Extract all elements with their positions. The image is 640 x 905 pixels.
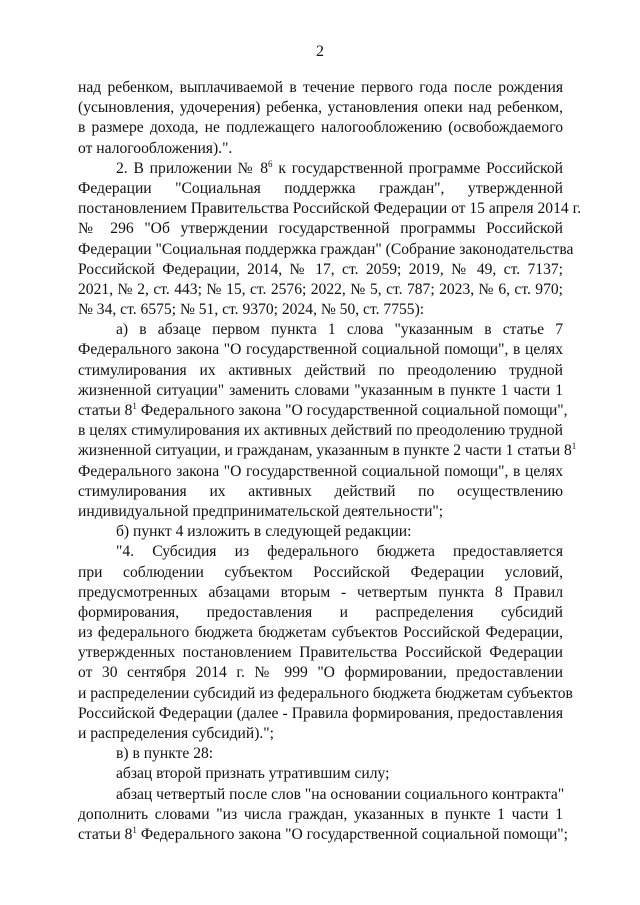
line-text: индивидуальной предпринимательской деятельности"; bbox=[78, 502, 444, 520]
text-line bbox=[78, 744, 563, 764]
text-line bbox=[78, 199, 582, 219]
text-line bbox=[78, 704, 563, 724]
text-line bbox=[78, 260, 563, 280]
line-text: в целях стимулирования их активных действий по преодолению трудной bbox=[78, 422, 563, 440]
line-text-after: к государственной программе Российской bbox=[272, 159, 563, 177]
text-line bbox=[78, 320, 563, 340]
text-line bbox=[78, 542, 563, 562]
text-line bbox=[78, 583, 563, 603]
text-line bbox=[78, 139, 563, 159]
text-line bbox=[78, 522, 563, 542]
text-line bbox=[78, 502, 563, 522]
superscript: 6 bbox=[268, 158, 273, 169]
line-text: а) в абзаце первом пункта 1 слова "указанным в статье 7 bbox=[116, 321, 563, 339]
line-text: 2. В приложении № 8 bbox=[116, 159, 269, 177]
text-line bbox=[78, 421, 563, 441]
line-text: предусмотренных абзацами вторым - четвертым пункта 8 Правил bbox=[78, 583, 563, 601]
line-text: статьи 8 bbox=[78, 825, 133, 843]
text-line bbox=[78, 401, 568, 421]
line-text: от налогообложения).". bbox=[78, 139, 233, 157]
superscript: 1 bbox=[132, 824, 137, 835]
line-text: жизненной ситуации" заменить словами "указанным в пункте 1 части 1 bbox=[78, 381, 563, 399]
line-text: № 296 "Об утверждении государственной программы Российской bbox=[78, 220, 563, 238]
line-text: дополнить словами "из числа граждан, указанных в пункте 1 части 1 bbox=[78, 805, 563, 823]
line-text: № 34, ст. 6575; № 51, ст. 9370; 2024, № 50, ст. 7755): bbox=[78, 301, 425, 319]
line-text: абзац второй признать утратившим силу; bbox=[116, 765, 390, 783]
text-line bbox=[78, 824, 568, 845]
line-text: утвержденных постановлением Правительства Российской Федерации bbox=[78, 644, 563, 662]
document-body bbox=[78, 78, 582, 845]
superscript: 1 bbox=[132, 401, 137, 411]
text-line bbox=[78, 78, 563, 98]
superscript: 1 bbox=[571, 441, 577, 452]
line-text: 2021, № 2, ст. 443; № 15, ст. 2576; 2022, № 5, ст. 787; 2023, № 6, ст. 970; bbox=[78, 280, 563, 298]
line-text: и распределения субсидий)."; bbox=[78, 725, 274, 742]
text-line bbox=[78, 118, 563, 138]
line-text: жизненной ситуации, и гражданам, указанным в пункте 2 части 1 статьи 8 bbox=[78, 442, 572, 460]
line-text: (усыновления, удочерения) ребенка, установления опеки над ребенком, bbox=[78, 99, 563, 117]
text-line bbox=[78, 684, 573, 704]
text-line bbox=[78, 340, 563, 360]
line-text: Российской Федерации (далее - Правила формирования, предоставления bbox=[78, 704, 563, 722]
line-text: стимулирования их активных действий по осуществлению bbox=[78, 482, 563, 500]
line-text: и распределении субсидий из федерального бюджета бюджетам субъектов bbox=[78, 684, 573, 702]
text-line bbox=[78, 724, 563, 744]
line-text-after: Федерального закона "О государственной социальной помощи", bbox=[136, 402, 568, 419]
text-line bbox=[78, 219, 563, 239]
line-text: при соблюдении субъектом Российской Федерации условий, bbox=[78, 563, 563, 581]
line-text: над ребенком, выплачиваемой в течение первого года после рождения bbox=[78, 79, 563, 96]
text-line bbox=[78, 643, 563, 663]
text-line bbox=[78, 563, 563, 583]
text-line bbox=[78, 280, 563, 300]
text-line bbox=[78, 441, 577, 461]
text-line bbox=[78, 764, 563, 784]
line-text: абзац четвертый после слов "на основании социального контракта" bbox=[116, 785, 565, 803]
text-line bbox=[78, 663, 563, 683]
text-line bbox=[78, 785, 563, 805]
text-line bbox=[78, 482, 563, 502]
line-text: в) в пункте 28: bbox=[116, 745, 214, 763]
line-text: б) пункт 4 изложить в следующей редакции: bbox=[116, 523, 412, 541]
text-line bbox=[78, 462, 563, 482]
line-text: Федерального закона "О государственной социальной помощи", в целях bbox=[78, 462, 563, 480]
text-line bbox=[78, 98, 563, 118]
line-text: Федерального закона "О государственной социальной помощи", в целях bbox=[78, 341, 563, 359]
line-text: "4. Субсидия из федерального бюджета предоставляется bbox=[116, 543, 563, 561]
line-text: Федерации "Социальная поддержка граждан" (Собрание законодательства bbox=[78, 240, 574, 258]
line-text: статьи 8 bbox=[78, 402, 133, 419]
page-number: 2 bbox=[316, 43, 324, 60]
text-line bbox=[78, 240, 574, 260]
text-line bbox=[78, 300, 563, 320]
line-text: формирования, предоставления и распределения субсидий bbox=[78, 603, 563, 621]
text-line bbox=[78, 361, 563, 381]
text-line bbox=[78, 623, 563, 643]
text-line bbox=[78, 159, 563, 179]
text-line bbox=[78, 179, 563, 199]
line-text: от 30 сентября 2014 г. № 999 "О формировании, предоставлении bbox=[78, 664, 563, 682]
text-line bbox=[78, 805, 563, 825]
line-text: Российской Федерации, 2014, № 17, ст. 2059; 2019, № 49, ст. 7137; bbox=[78, 260, 563, 278]
line-text: Федерации "Социальная поддержка граждан", утвержденной bbox=[78, 179, 563, 197]
line-text: постановлением Правительства Российской Федерации от 15 апреля 2014 г. bbox=[78, 200, 582, 218]
text-line bbox=[78, 603, 563, 623]
line-text: стимулирования их активных действий по преодолению трудной bbox=[78, 361, 563, 379]
line-text: в размере дохода, не подлежащего налогообложению (освобождаемого bbox=[78, 119, 563, 137]
line-text: из федерального бюджета бюджетам субъектов Российской Федерации, bbox=[78, 624, 563, 642]
text-line bbox=[78, 381, 563, 401]
line-text-after: Федерального закона "О государственной социальной помощи"; bbox=[136, 825, 568, 843]
